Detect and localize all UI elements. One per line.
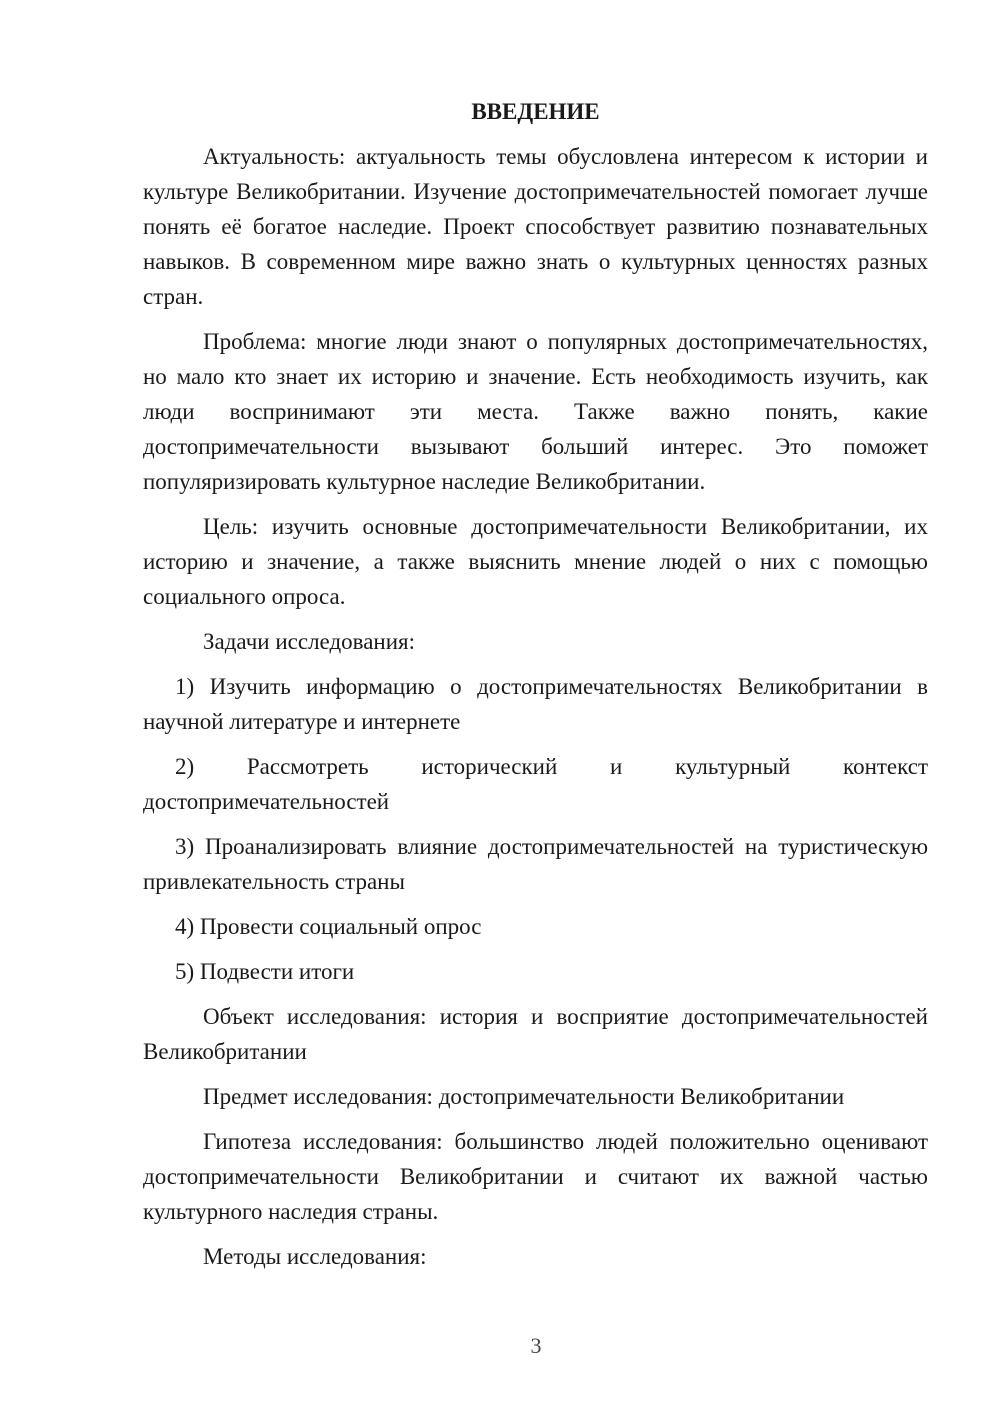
object-paragraph: Объект исследования: история и восприятие достопримечательностей Великобритании [143, 1004, 928, 1064]
task-item-5: 5) Подвести итоги [175, 959, 355, 984]
page-title: ВВЕДЕНИЕ [471, 99, 600, 124]
hypothesis-paragraph: Гипотеза исследования: большинство людей положительно оценивают достопримечательности Великобритании и считают их важной частью культурного наследия страны. [143, 1129, 928, 1224]
tasks-heading: Задачи исследования: [203, 629, 416, 654]
problem-paragraph: Проблема: многие люди знают о популярных достопримечательностях, но мало кто знает их историю и значение. Есть необходимость изучить, как люди воспринимают эти места. Также важно понять, какие достопримечательности вызывают больший интерес. Это поможет популяризировать культурное наследие Великобритании. [143, 329, 928, 494]
document-body [143, 94, 928, 1284]
relevance-paragraph: Актуальность: актуальность темы обусловлена интересом к истории и культуре Великобритании. Изучение достопримечательностей помогает лучше понять её богатое наследие. Проект способствует развитию познавательных навыков. В современном мире важно знать о культурных ценностях разных стран. [143, 144, 928, 309]
task-item-4: 4) Провести социальный опрос [175, 914, 482, 939]
subject-paragraph: Предмет исследования: достопримечательности Великобритании [203, 1084, 845, 1109]
task-item-3: 3) Проанализировать влияние достопримечательностей на туристическую привлекательность страны [143, 834, 928, 894]
task-item-2: 2) Рассмотреть исторический и культурный контекст достопримечательностей [143, 754, 928, 814]
task-item-1: 1) Изучить информацию о достопримечательностях Великобритании в научной литературе и интернете [143, 674, 928, 734]
methods-heading: Методы исследования: [203, 1244, 427, 1269]
goal-paragraph: Цель: изучить основные достопримечательности Великобритании, их историю и значение, а также выяснить мнение людей о них с помощью социального опроса. [143, 514, 928, 609]
page-number: 3 [530, 1333, 542, 1358]
